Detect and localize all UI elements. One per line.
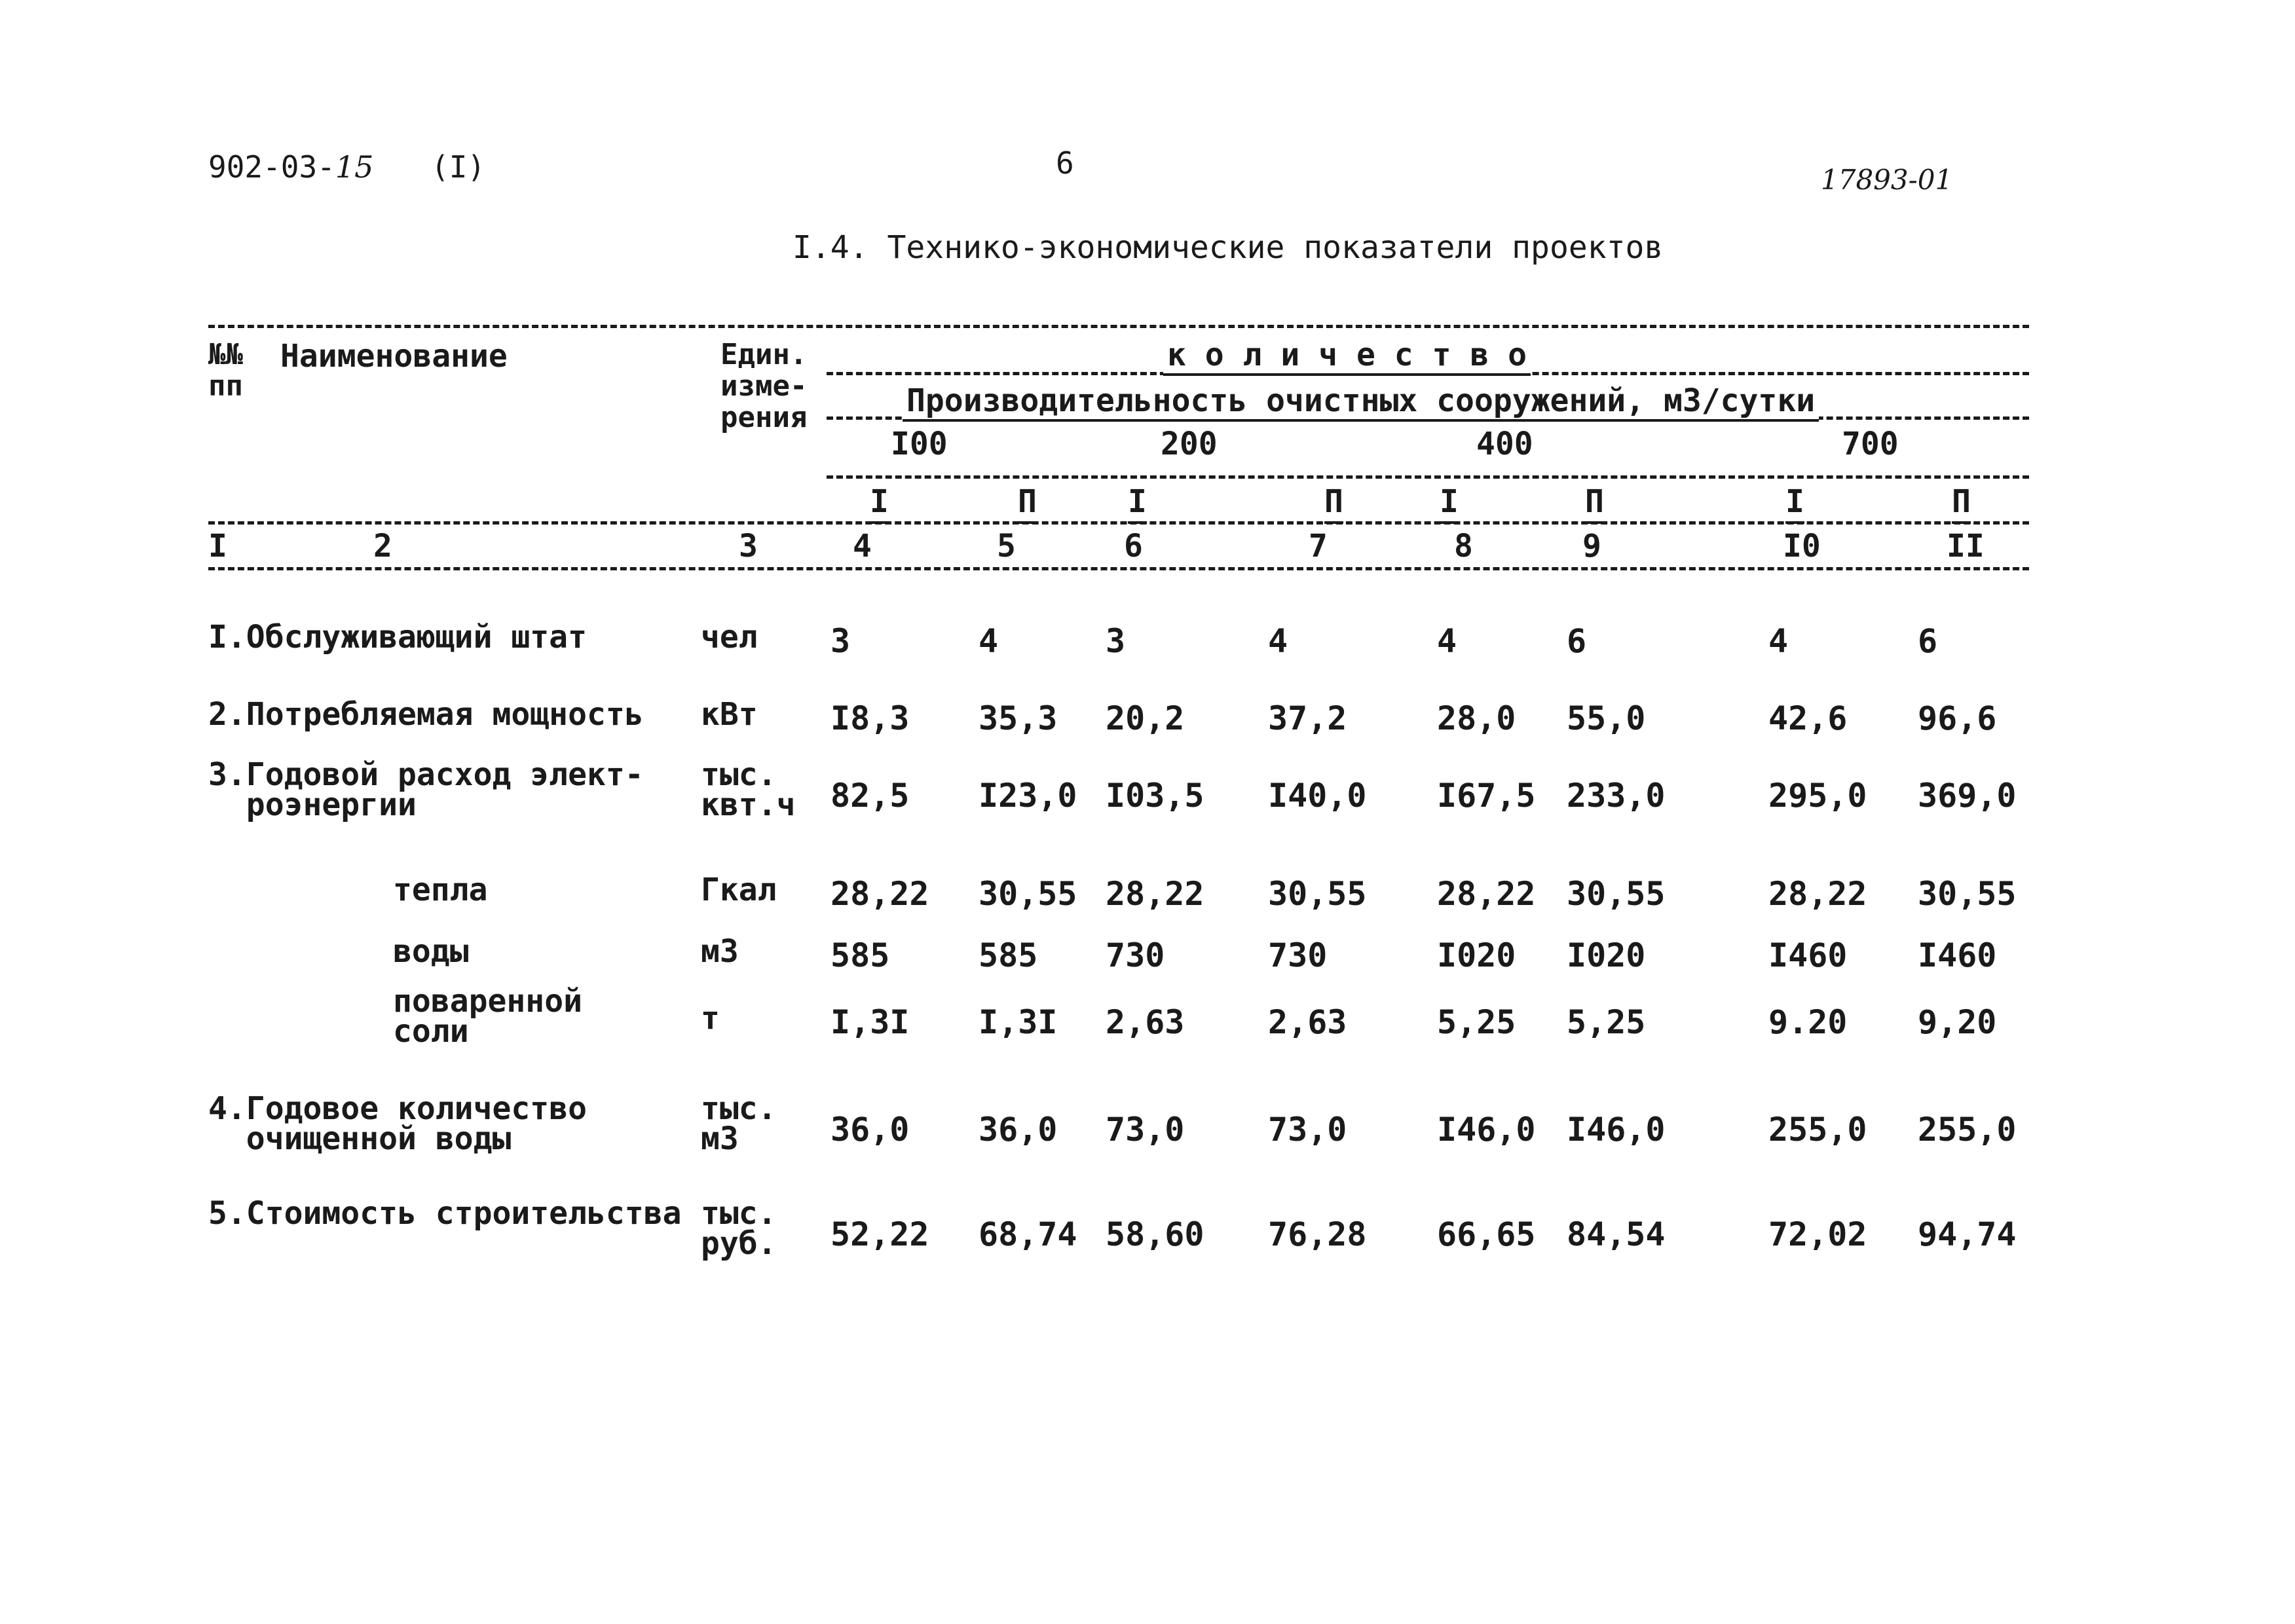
table-cell: 73,0 <box>1268 1111 1347 1149</box>
table-cell: 9.20 <box>1768 1003 1848 1041</box>
row-name: поваренной соли <box>393 983 582 1050</box>
column-number-10: I0 <box>1783 528 1821 564</box>
table-cell: 84,54 <box>1567 1215 1666 1253</box>
table-cell: 2,63 <box>1268 1003 1347 1041</box>
document-part: (I) <box>431 149 486 185</box>
table-title: I.4. Технико-экономические показатели проектов <box>793 229 1664 266</box>
column-number-8: 8 <box>1454 528 1473 564</box>
table-cell: 37,2 <box>1268 699 1347 737</box>
row-name: 2.Потребляемая мощность <box>208 696 644 733</box>
column-number-1: I <box>208 528 227 564</box>
table-cell: 82,5 <box>830 777 910 815</box>
table-cell: 94,74 <box>1918 1215 2017 1253</box>
table-cell: I46,0 <box>1437 1111 1536 1149</box>
table-cell: 6 <box>1567 622 1587 660</box>
variant-col7: П <box>1324 483 1343 524</box>
column-number-7: 7 <box>1309 528 1328 564</box>
table-cell: 3 <box>1106 622 1126 660</box>
table-cell: 28,22 <box>1106 875 1204 913</box>
table-cell: 30,55 <box>1268 875 1367 913</box>
table-cell: 28,22 <box>1768 875 1867 913</box>
table-cell: 6 <box>1918 622 1938 660</box>
table-cell: 76,28 <box>1268 1215 1367 1253</box>
table-cell: I8,3 <box>830 699 910 737</box>
table-cell: I460 <box>1918 936 1997 974</box>
header-name: Наименование <box>280 338 508 375</box>
table-cell: 4 <box>1768 622 1789 660</box>
row-unit: т <box>701 1000 720 1037</box>
header-num: №№ пп <box>208 338 243 403</box>
variant-rule-top <box>827 475 2029 479</box>
column-number-4: 4 <box>853 528 872 564</box>
table-cell: 233,0 <box>1567 777 1666 815</box>
table-cell: 96,6 <box>1918 699 1997 737</box>
row-name: 5.Стоимость строительства <box>208 1195 682 1232</box>
column-number-11: II <box>1947 528 1985 564</box>
row-name: I.Обслуживающий штат <box>208 619 587 655</box>
column-number-2: 2 <box>373 528 392 564</box>
header-quantity: к о л и ч е с т в о <box>1163 337 1531 376</box>
table-cell: 255,0 <box>1768 1111 1867 1149</box>
table-cell: 55,0 <box>1567 699 1646 737</box>
table-cell: 35,3 <box>979 699 1058 737</box>
variant-col11: П <box>1952 483 1971 524</box>
table-cell: 2,63 <box>1106 1003 1185 1041</box>
table-cell: 4 <box>1268 622 1288 660</box>
capacity-200: 200 <box>1161 426 1218 462</box>
table-cell: 28,0 <box>1437 699 1516 737</box>
table-cell: 9,20 <box>1918 1003 1997 1041</box>
table-top-rule <box>208 325 2029 328</box>
table-cell: I03,5 <box>1106 777 1204 815</box>
table-cell: 730 <box>1106 936 1165 974</box>
table-cell: 36,0 <box>830 1111 910 1149</box>
table-cell: 255,0 <box>1918 1111 2017 1149</box>
row-unit: тыс. м3 <box>701 1090 777 1157</box>
table-cell: I23,0 <box>979 777 1077 815</box>
table-cell: I40,0 <box>1268 777 1367 815</box>
table-cell: 369,0 <box>1918 777 2017 815</box>
column-number-5: 5 <box>997 528 1016 564</box>
capacity-100: I00 <box>891 426 948 462</box>
row-unit: тыс. руб. <box>701 1195 777 1262</box>
table-cell: 28,22 <box>830 875 929 913</box>
variant-col4: I <box>870 483 889 524</box>
table-cell: 5,25 <box>1437 1003 1516 1041</box>
table-cell: 4 <box>979 622 999 660</box>
variant-col6: I <box>1128 483 1147 524</box>
table-cell: I46,0 <box>1567 1111 1666 1149</box>
table-cell: 3 <box>830 622 851 660</box>
table-cell: I460 <box>1768 936 1848 974</box>
variant-col8: I <box>1440 483 1459 524</box>
column-number-3: 3 <box>739 528 758 564</box>
row-unit: тыс. квт.ч <box>701 756 796 823</box>
table-cell: 30,55 <box>1567 875 1666 913</box>
document-code-text: 902-03- <box>208 149 335 185</box>
row-unit: Гкал <box>701 872 777 908</box>
column-number-rule <box>208 567 2029 570</box>
table-cell: 52,22 <box>830 1215 929 1253</box>
variant-col9: П <box>1585 483 1604 524</box>
table-cell: 42,6 <box>1768 699 1848 737</box>
row-name: 3.Годовой расход элект- роэнергии <box>208 756 644 823</box>
row-name: воды <box>393 933 469 970</box>
row-unit: м3 <box>701 933 739 970</box>
archive-number: 17893-01 <box>1821 164 1953 196</box>
table-cell: 30,55 <box>979 875 1077 913</box>
table-cell: 28,22 <box>1437 875 1536 913</box>
table-cell: 72,02 <box>1768 1215 1867 1253</box>
variant-rule-bottom <box>208 521 2029 525</box>
table-cell: I,3I <box>830 1003 910 1041</box>
table-cell: 585 <box>830 936 890 974</box>
table-cell: I,3I <box>979 1003 1058 1041</box>
table-cell: I020 <box>1437 936 1516 974</box>
header-unit: Един. изме- рения <box>720 338 808 434</box>
row-name: 4.Годовое количество очищенной воды <box>208 1090 587 1157</box>
row-name: тепла <box>393 872 488 908</box>
table-cell: 30,55 <box>1918 875 2017 913</box>
table-cell: 68,74 <box>979 1215 1077 1253</box>
table-cell: 585 <box>979 936 1038 974</box>
page-number: 6 <box>1056 145 1074 181</box>
table-cell: 5,25 <box>1567 1003 1646 1041</box>
table-cell: 66,65 <box>1437 1215 1536 1253</box>
variant-col5: П <box>1018 483 1037 524</box>
document-code <box>208 149 373 185</box>
table-cell: 730 <box>1268 936 1328 974</box>
table-cell: I020 <box>1567 936 1646 974</box>
table-cell: 4 <box>1437 622 1457 660</box>
table-cell: I67,5 <box>1437 777 1536 815</box>
table-cell: 58,60 <box>1106 1215 1204 1253</box>
column-number-9: 9 <box>1582 528 1601 564</box>
capacity-400: 400 <box>1476 426 1533 462</box>
column-number-6: 6 <box>1124 528 1143 564</box>
table-cell: 295,0 <box>1768 777 1867 815</box>
table-cell: 73,0 <box>1106 1111 1185 1149</box>
row-unit: чел <box>701 619 758 655</box>
row-unit: кВт <box>701 696 758 733</box>
table-cell: 36,0 <box>979 1111 1058 1149</box>
table-cell: 20,2 <box>1106 699 1185 737</box>
document-code-handwritten: 15 <box>335 149 374 185</box>
variant-col10: I <box>1785 483 1804 524</box>
capacity-700: 700 <box>1842 426 1899 462</box>
header-capacity: Производительность очистных сооружений, м3/сутки <box>903 382 1819 422</box>
